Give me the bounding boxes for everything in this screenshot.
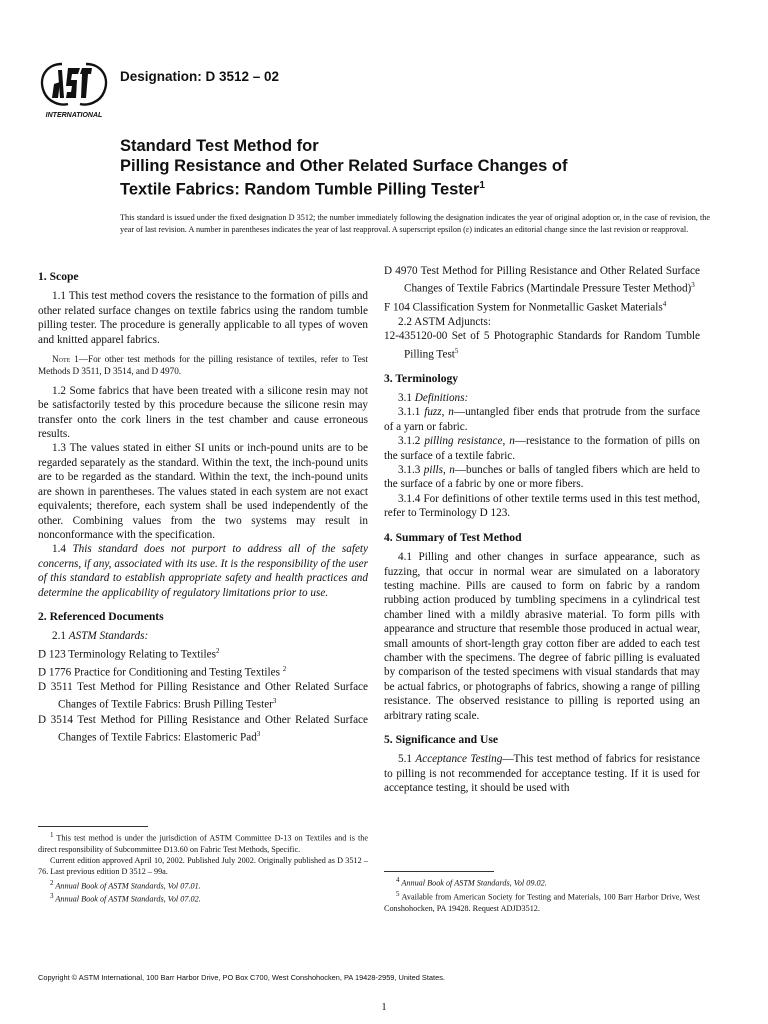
reference-d123: D 123 Terminology Relating to Textiles$^2$ <box>38 646 220 661</box>
term-pills: 3.1.3 pills, n—bunches or balls of tangled fibers which are held to the surface of a fabric by one or more fibers. <box>384 464 701 491</box>
section-heading-refdocs: 2. Referenced Documents <box>38 609 164 623</box>
paragraph-5-1: 5.1 Acceptance Testing—This test method of fabrics for resistance to pilling is not recommended for acceptance testing. If it is used for acceptance testing, it should be used with <box>384 753 701 795</box>
reference-d1776: D 1776 Practice for Conditioning and Testing Textiles $^2$ <box>38 664 287 679</box>
right-column <box>384 264 700 796</box>
footnote-5: $^5$ Available from American Society for Testing and Materials, 100 Barr Harbor Drive, West Conshohocken, PA 19428. Request ADJD3512. <box>384 889 700 913</box>
paragraph-1-1: 1.1 This test method covers the resistance to the formation of pills and other related surface changes on textile fabrics using the random tumble pilling tester. The procedure is generally applicable to all types of woven and knitted apparel fabrics. <box>38 290 368 346</box>
issue-note: This standard is issued under the fixed designation D 3512; the number immediately following the designation indicates the year of original adoption or, in the case of revision, the year of last revision. A number in parentheses indicates the year of last reapproval. A superscript epsilon (ε) indicates an editorial change since the last revision or reapproval. <box>120 213 710 234</box>
page-number: 1 <box>381 1002 387 1013</box>
designation: Designation: D 3512 – 02 <box>120 69 280 84</box>
logo-text: INTERNATIONAL <box>45 112 103 119</box>
left-column <box>38 264 368 745</box>
footnote-1-edition: Current edition approved April 10, 2002. Published July 2002. Originally published as D 3512 – 76. Last previous edition D 3512 – 99a. <box>38 856 368 877</box>
footnote-1: $^1$ This test method is under the jurisdiction of ASTM Committee D-13 on Textiles and is the direct responsibility of Subcommittee D13.60 on Fabric Test Methods, Specific. <box>38 831 368 854</box>
section-heading-significance: 5. Significance and Use <box>384 732 499 746</box>
section-heading-terminology: 3. Terminology <box>384 371 459 385</box>
refdocs-subhead-2-1: 2.1 ASTM Standards: <box>52 630 149 643</box>
paragraph-1-2: 1.2 Some fabrics that have been treated with a silicone resin may not be satisfactorily tested by this procedure because the silicone resin may transfer onto the cork liners in the test chamber and cause erroneous results. <box>38 384 368 441</box>
term-fuzz: 3.1.1 fuzz, n—untangled fiber ends that protrude from the surface of a yarn or fabric. <box>384 406 701 433</box>
reference-d3514: D 3514 Test Method for Pilling Resistance and Other Related Surface Changes of Textile Fabrics: Elastomeric Pad$^3$ <box>38 713 368 744</box>
title-line-2: Pilling Resistance and Other Related Surface Changes of <box>120 157 568 175</box>
section-heading-summary: 4. Summary of Test Method <box>384 530 522 544</box>
footnote-2: $^2$ Annual Book of ASTM Standards, Vol 07.01. <box>50 878 201 891</box>
title-line-1: Standard Test Method for <box>120 137 319 155</box>
title-footnote-mark: 1 <box>479 180 485 191</box>
astm-logo <box>34 58 114 120</box>
footnotes-left <box>38 830 368 905</box>
footnote-rule-left <box>38 826 148 827</box>
paragraph-4-1: 4.1 Pilling and other changes in surface appearance, such as fuzzing, that occur in normal wear are simulated on a laboratory testing machine. Pills are caused to form on fabric by a random rubbing action produced by tumbling specimens in a cylindrical test chamber lined with a mildly abrasive material. To form pills with appearance and structure that resemble those produced in actual wear, small amounts of short-length gray cotton fiber are added to each test chamber with the specimens. The degree of fabric pilling is evaluated by comparison of the tested specimens with visual standards that may be actual fabrics, or photographs of fabrics, showing a range of pilling resistance. The observed resistance to pilling is reported using an arbitrary rating scale. <box>384 551 700 722</box>
reference-f104: F 104 Classification System for Nonmetallic Gasket Materials$^4$ <box>384 299 667 314</box>
footnotes-right <box>384 875 700 914</box>
paragraph-1-3: 1.3 The values stated in either SI units or inch-pound units are to be regarded separately as the standard. Within the text, the inch-pound units are to be regarded as the standard. Within the text, the inch-pound units are shown in parentheses. The values stated in each system are not exact equivalents; therefore, each system shall be used independently of the other. Combining values from the two systems may result in nonconformance with the specification. <box>38 442 368 541</box>
reference-d4970: D 4970 Test Method for Pilling Resistance and Other Related Surface Changes of Textile Fabrics (Martindale Pressure Tester Method)$^3$ <box>384 265 700 296</box>
footnote-rule-right <box>384 871 494 872</box>
document-title <box>120 136 720 200</box>
term-pilling-resistance: 3.1.2 pilling resistance, n—resistance to the formation of pills on the surface of a textile fabric. <box>384 435 701 462</box>
footnote-4: $^4$ Annual Book of ASTM Standards, Vol 09.02. <box>396 876 547 888</box>
footnote-3: $^3$ Annual Book of ASTM Standards, Vol 07.02. <box>50 892 201 905</box>
paragraph-1-4: 1.4 This standard does not purport to address all of the safety concerns, if any, associated with its use. It is the responsibility of the user of this standard to establish appropriate safety and health practices and determine the applicability of regulatory limitations prior to use. <box>38 543 369 599</box>
copyright-line: Copyright © ASTM International, 100 Barr Harbor Drive, PO Box C700, West Conshohocken, PA 19428-2959, United States. <box>38 973 445 982</box>
terminology-definitions: 3.1 Definitions: <box>398 392 469 405</box>
title-line-3: Textile Fabrics: Random Tumble Pilling Tester$^1$ <box>120 180 485 199</box>
reference-d3511: D 3511 Test Method for Pilling Resistance and Other Related Surface Changes of Textile Fabrics: Brush Pilling Tester$^3$ <box>38 681 368 712</box>
paragraph-3-1-4: 3.1.4 For definitions of other textile terms used in this test method, refer to Terminology D 123. <box>384 492 700 520</box>
refdocs-subhead-2-2: 2.2 ASTM Adjuncts: <box>398 315 491 328</box>
section-heading-scope: 1. Scope <box>38 270 79 283</box>
reference-adjunct: 12-435120-00 Set of 5 Photographic Standards for Random Tumble Pilling Test$^5$ <box>384 330 700 361</box>
note-1: Note 1—For other test methods for the pilling resistance of textiles, refer to Test Methods D 3511, D 3514, and D 4970. <box>38 354 368 377</box>
